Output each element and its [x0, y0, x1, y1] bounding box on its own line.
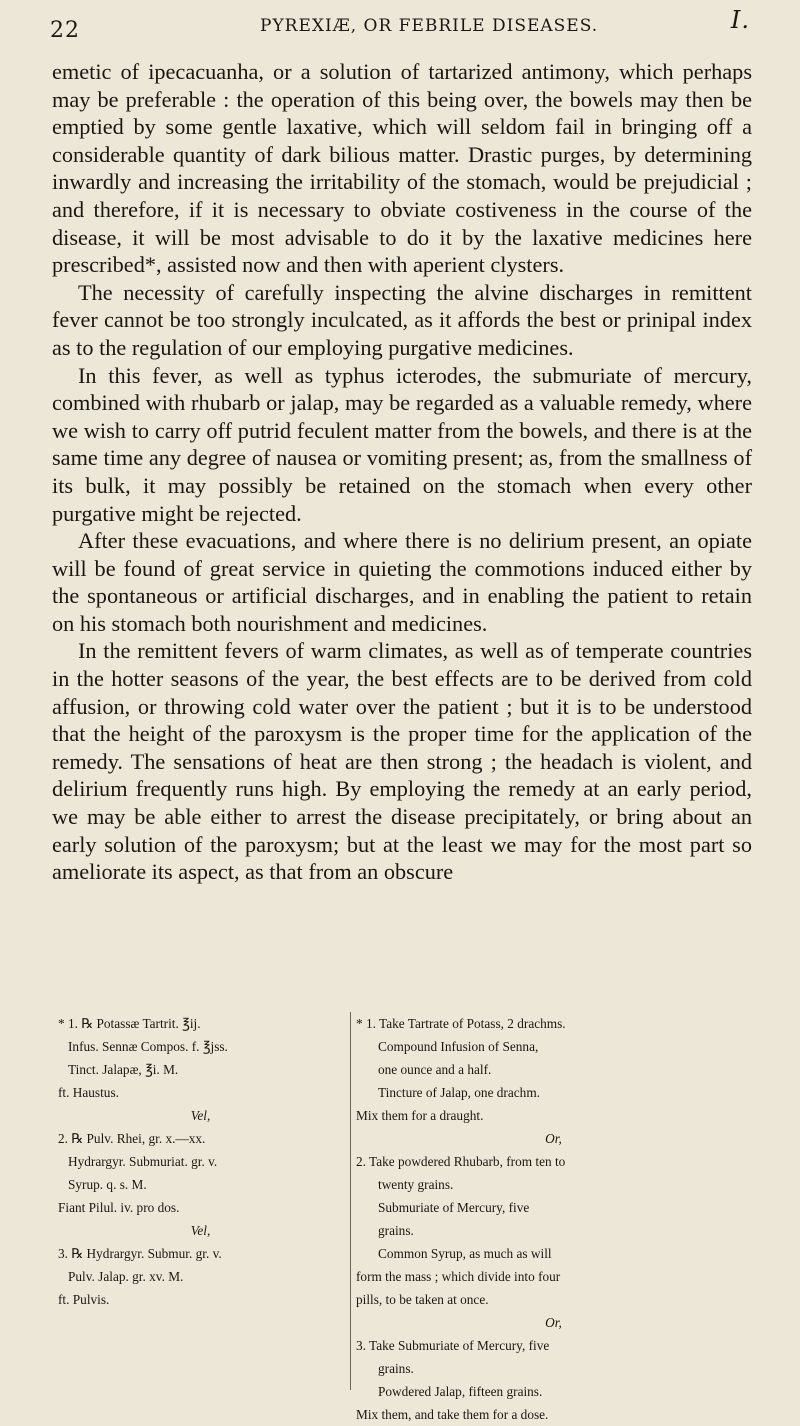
footnote-line: Vel,	[190, 1108, 211, 1123]
corner-mark: I.	[730, 6, 750, 34]
footnote-latin-prescriptions	[58, 1012, 343, 1311]
running-header	[50, 6, 750, 42]
footnote-line: Hydrargyr. Submuriat. gr. v.	[68, 1154, 218, 1169]
paragraph: In the remittent fevers of warm climates, as well as of temperate countries in the hotter seasons of the year, the best effects are to be derived from cold affusion, or throwing cold water over the patient ; but it is to be understood that the height of the paroxysm is the proper time for the application of the remedy. The sensations of heat are then strong ; the headach is violent, and delirium frequently runs high. By employing the remedy at an early period, we may be able either to arrest the disease precipitately, or bring about an early solution of the paroxysm; but at the least we may for the most part so ameliorate its aspect, as that from an obscure	[52, 638, 752, 885]
page-number: 22	[50, 18, 80, 43]
footnote-column-divider	[350, 1012, 351, 1390]
footnote-line: Powdered Jalap, fifteen grains.	[378, 1384, 543, 1399]
paragraph: In this fever, as well as typhus icterodes, the submuriate of mercury, combined with rhubarb or jalap, may be regarded as a valuable remedy, where we wish to carry off putrid feculent matter from the bowels, and there is at the same time any degree of nausea or vomiting present; as, from the smallness of its bulk, it may possibly be retained on the stomach when every other purgative might be rejected.	[52, 362, 752, 526]
footnote-line: form the mass ; which divide into four	[356, 1269, 561, 1284]
paragraph: After these evacuations, and where there is no delirium present, an opiate will be found of great service in quieting the commotions induced either by the spontaneous or artificial discharges, and in enabling the patient to retain on his stomach both nourishment and medicines.	[52, 528, 752, 636]
footnote-line: grains.	[378, 1223, 414, 1238]
footnote-line: Compound Infusion of Senna,	[378, 1039, 539, 1054]
footnote-line: one ounce and a half.	[378, 1062, 492, 1077]
footnote-line: Vel,	[190, 1223, 211, 1238]
footnote-line: Mix them, and take them for a dose.	[356, 1407, 549, 1422]
footnote-line: pills, to be taken at once.	[356, 1292, 489, 1307]
footnote-line: Mix them for a draught.	[356, 1108, 484, 1123]
footnote-line: 2. Take powdered Rhubarb, from ten to	[356, 1154, 566, 1169]
footnote-line: 2. ℞ Pulv. Rhei, gr. x.—xx.	[58, 1131, 206, 1146]
footnote-line: 3. ℞ Hydrargyr. Submur. gr. v.	[58, 1246, 222, 1261]
footnote-line: ft. Haustus.	[58, 1085, 119, 1100]
footnote-line: Infus. Sennæ Compos. f. ℥jss.	[68, 1039, 228, 1054]
footnote-line: Common Syrup, as much as will	[378, 1246, 552, 1261]
running-title: PYREXIÆ, OR FEBRILE DISEASES.	[260, 16, 599, 36]
footnote-line: grains.	[378, 1361, 414, 1376]
footnote-line: Fiant Pilul. iv. pro dos.	[58, 1200, 180, 1215]
footnote-line: Submuriate of Mercury, five	[378, 1200, 530, 1215]
footnote-english-translation	[356, 1012, 751, 1426]
footnote-line: * 1. Take Tartrate of Potass, 2 drachms.	[356, 1016, 566, 1031]
footnote-line: Tinct. Jalapæ, ℥i. M.	[68, 1062, 179, 1077]
paragraph: The necessity of carefully inspecting the alvine discharges in remittent fever cannot be too strongly inculcated, as it affords the best or prinipal index as to the regulation of our employing purgative medicines.	[52, 279, 752, 360]
footnote-line: * 1. ℞ Potassæ Tartrit. ℥ij.	[58, 1016, 201, 1031]
footnote-line: Syrup. q. s. M.	[68, 1177, 147, 1192]
main-text	[52, 58, 752, 886]
paragraph: emetic of ipecacuanha, or a solution of tartarized antimony, which perhaps may be preferable : the operation of this being over, the bowels may then be emptied by some gentle laxative, which will seldom fail in bringing off a considerable quantity of dark bilious matter. Drastic purges, by determining inwardly and increasing the irritability of the stomach, would be prejudicial ; and therefore, if it is necessary to obviate costiveness in the course of the disease, it will be most advisable to do it by the laxative medicines here prescribed*, assisted now and then with aperient clysters.	[52, 59, 752, 278]
footnote-line: Or,	[545, 1131, 562, 1146]
footnote-line: 3. Take Submuriate of Mercury, five	[356, 1338, 550, 1353]
footnote-line: Pulv. Jalap. gr. xv. M.	[68, 1269, 184, 1284]
footnote-line: ft. Pulvis.	[58, 1292, 110, 1307]
footnote-line: twenty grains.	[378, 1177, 454, 1192]
footnote-line: Tincture of Jalap, one drachm.	[378, 1085, 540, 1100]
footnote-line: Or,	[545, 1315, 562, 1330]
